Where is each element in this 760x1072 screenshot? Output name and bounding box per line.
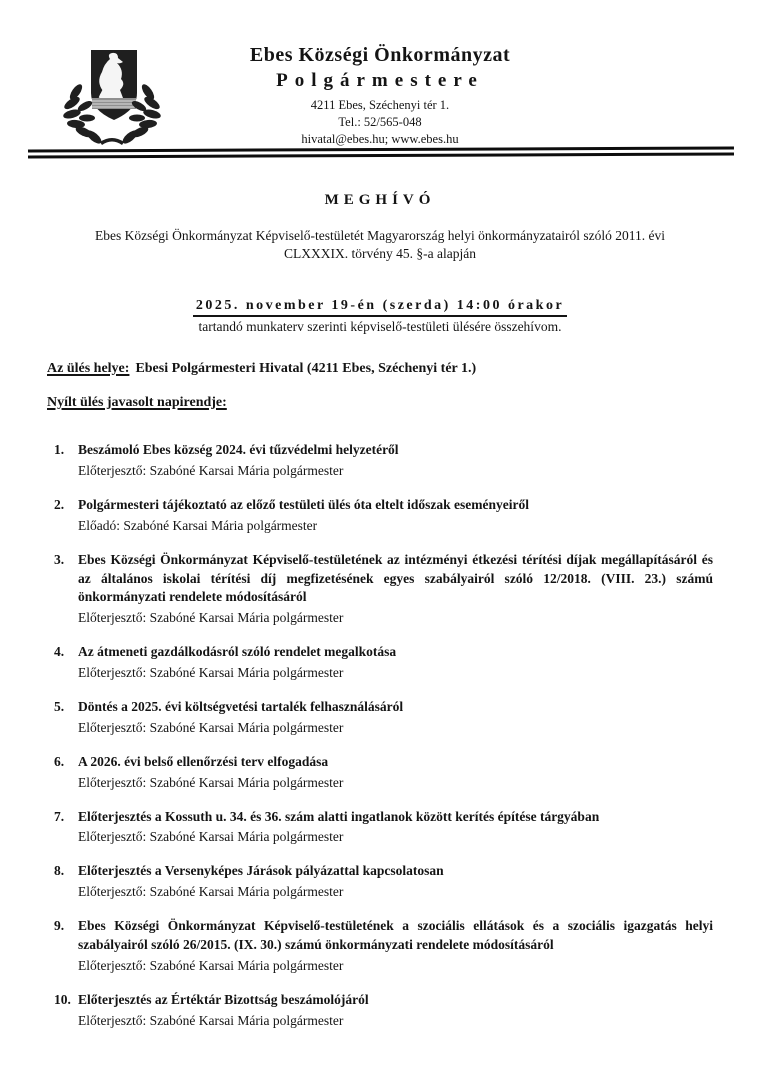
agenda-item-presenter: Előterjesztő: Szabóné Karsai Mária polgármester <box>78 829 344 845</box>
agenda-item-number: 3. <box>54 551 65 567</box>
agenda-item-title: Döntés a 2025. évi költségvetési tartalék felhasználásáról <box>78 699 404 714</box>
agenda-item <box>47 991 713 1031</box>
org-address: 4211 Ebes, Széchenyi tér 1. <box>310 98 450 112</box>
agenda-item-body <box>78 496 713 536</box>
agenda-item-number: 5. <box>54 699 65 714</box>
meeting-datetime: 2025. november 19-én (szerda) 14:00 órakor <box>193 298 567 317</box>
agenda-item-presenter: Előterjesztő: Szabóné Karsai Mária polgármester <box>78 884 344 900</box>
agenda-item-presenter: Előterjesztő: Szabóné Karsai Mária polgármester <box>78 1012 344 1028</box>
agenda-item <box>47 496 713 536</box>
agenda-heading: Nyílt ülés javasolt napirendje: <box>47 395 227 411</box>
meeting-location-label: Az ülés helye: <box>47 361 130 377</box>
agenda-item-body <box>78 551 713 629</box>
agenda-item <box>47 862 713 902</box>
agenda-item-title: Ebes Községi Önkormányzat Képviselő-testületének az intézményi étkezési térítési díjak megállapításáról és az általános iskolai térítési díj megfizetésének egyes szabályairól szóló 12/2018. (VIII. 23.) számú önkormányzati rendelete módosításáról <box>78 551 713 605</box>
agenda-item <box>47 441 713 481</box>
legal-basis <box>47 227 713 262</box>
coat-of-arms-icon <box>60 46 164 152</box>
agenda-item-presenter: Előadó: Szabóné Karsai Mária polgármester <box>78 517 318 533</box>
agenda-item-presenter: Előterjesztő: Szabóné Karsai Mária polgármester <box>78 719 344 735</box>
agenda-item <box>47 917 713 976</box>
header-divider <box>28 146 734 158</box>
meeting-location-value: Ebesi Polgármesteri Hivatal (4211 Ebes, Széchenyi tér 1.) <box>135 361 477 377</box>
agenda-item <box>47 808 713 848</box>
agenda-item-title: Ebes Községi Önkormányzat Képviselő-testületének a szociális ellátások és a szociális igazgatás helyi szabályairól szóló 26/2015. (IX. 30.) számú önkormányzati rendelete módosításáról <box>78 918 713 953</box>
org-phone: Tel.: 52/565-048 <box>338 114 422 129</box>
agenda-item <box>47 643 713 683</box>
agenda-item-body <box>78 643 713 683</box>
agenda-item-body <box>78 753 713 793</box>
agenda-item-title: Beszámoló Ebes község 2024. évi tűzvédelmi helyzetéről <box>78 442 399 458</box>
agenda-item-number: 10. <box>54 991 71 1007</box>
agenda-item-body <box>78 917 713 976</box>
agenda-item-body <box>78 698 713 738</box>
agenda-item-title: Előterjesztés a Kossuth u. 34. és 36. szám alatti ingatlanok között kerítés építése tárgyában <box>78 808 600 824</box>
agenda-item-title: A 2026. évi belső ellenőrzési terv elfogadása <box>78 753 329 769</box>
agenda-item-number: 9. <box>54 918 65 934</box>
meeting-datetime-subtext: tartandó munkaterv szerinti képviselő-testületi ülésére összehívom. <box>198 319 562 335</box>
legal-basis-line2: CLXXXIX. törvény 45. §-a alapján <box>284 245 476 261</box>
agenda-item-presenter: Előterjesztő: Szabóné Karsai Mária polgármester <box>78 774 344 790</box>
agenda-item <box>47 698 713 738</box>
invitation-title: MEGHÍVÓ <box>324 192 436 208</box>
agenda-item-number: 7. <box>54 808 65 824</box>
agenda-item-number: 6. <box>54 753 65 769</box>
agenda-item <box>47 753 713 793</box>
agenda-item-title: Az átmeneti gazdálkodásról szóló rendelet megalkotása <box>78 644 397 660</box>
agenda-item-number: 8. <box>54 863 65 879</box>
agenda-item-body <box>78 441 713 481</box>
agenda-item-body <box>78 991 713 1031</box>
org-name: Ebes Községi Önkormányzat <box>249 44 511 66</box>
agenda-item-number: 1. <box>54 442 65 458</box>
agenda-item-title: Polgármesteri tájékoztató az előző testületi ülés óta eltelt időszak eseményeiről <box>78 496 529 512</box>
org-role: Polgármestere <box>276 70 484 91</box>
agenda-item-title: Előterjesztés a Versenyképes Járások pályázattal kapcsolatosan <box>78 863 444 879</box>
agenda-item-presenter: Előterjesztő: Szabóné Karsai Mária polgármester <box>78 957 344 973</box>
agenda-item-number: 2. <box>54 496 65 512</box>
agenda-item <box>47 551 713 629</box>
datetime-block <box>47 296 713 335</box>
agenda-item-body <box>78 862 713 902</box>
agenda-item-title: Előterjesztés az Értéktár Bizottság beszámolójáról <box>78 991 369 1007</box>
agenda-item-body <box>78 808 713 848</box>
agenda-item-presenter: Előterjesztő: Szabóné Karsai Mária polgármester <box>78 665 344 681</box>
org-contact: hivatal@ebes.hu; www.ebes.hu <box>301 131 459 146</box>
agenda-item-presenter: Előterjesztő: Szabóné Karsai Mária polgármester <box>78 610 344 626</box>
legal-basis-line1: Ebes Községi Önkormányzat Képviselő-testületét Magyarország helyi önkormányzatairól szóló 2011. évi <box>94 228 666 243</box>
agenda-item-presenter: Előterjesztő: Szabóné Karsai Mária polgármester <box>78 462 344 478</box>
agenda-list <box>47 441 713 1030</box>
agenda-item-number: 4. <box>54 644 65 660</box>
letterhead <box>0 44 760 148</box>
letter-body <box>47 192 713 1046</box>
meeting-location <box>47 361 713 377</box>
